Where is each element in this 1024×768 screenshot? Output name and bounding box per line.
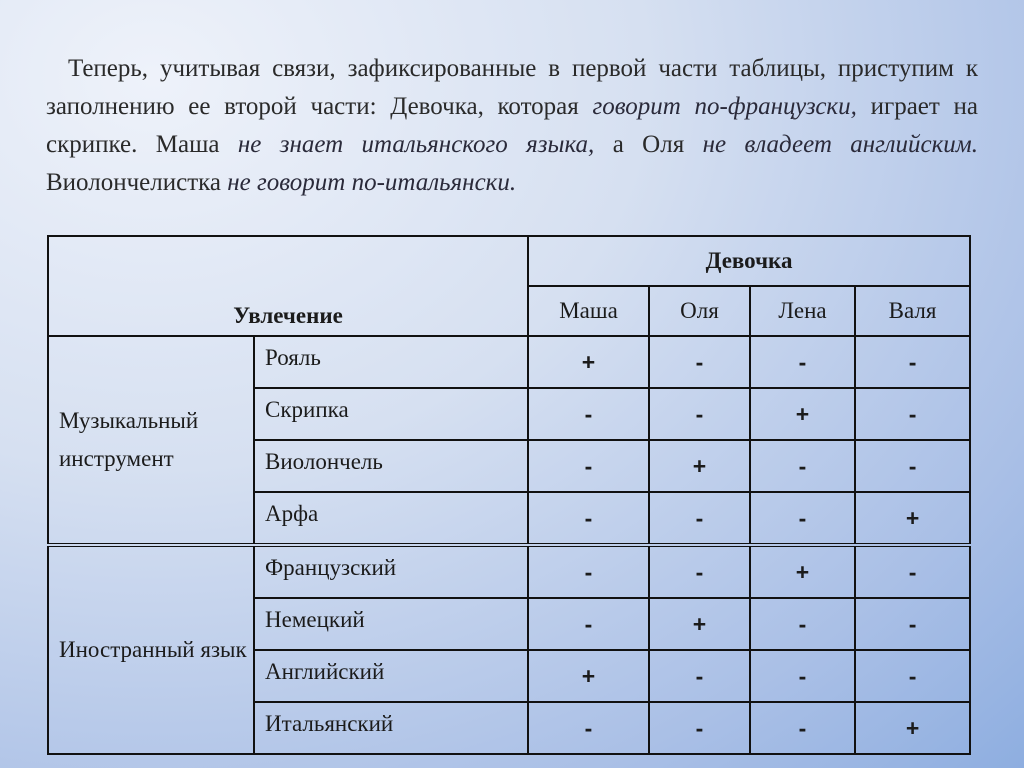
mark-cell: + — [649, 440, 750, 492]
mark-cell: - — [528, 440, 649, 492]
mark-cell: + — [528, 650, 649, 702]
mark-cell: + — [855, 702, 970, 754]
mark-cell: + — [855, 492, 970, 545]
intro-part-italic: не говорит по-итальянски. — [227, 169, 517, 196]
mark-cell: - — [750, 336, 855, 388]
item-label: Рояль — [254, 336, 528, 388]
item-label: Английский — [254, 650, 528, 702]
intro-part: Теперь, учитывая связи, зафиксированные в первой части таблицы, приступим к заполнению ее второй части: Девочка, которая — [46, 55, 978, 120]
mark-cell: - — [528, 388, 649, 440]
mark-cell: - — [750, 702, 855, 754]
mark-cell: - — [528, 702, 649, 754]
category-language: Иностранный язык — [48, 545, 254, 754]
girl-name-lena: Лена — [750, 286, 855, 336]
item-label: Виолончель — [254, 440, 528, 492]
mark-cell: - — [855, 598, 970, 650]
intro-text — [46, 50, 978, 202]
intro-paragraph — [46, 50, 978, 202]
mark-cell: - — [649, 650, 750, 702]
hobby-header: Увлечение — [48, 236, 528, 336]
mark-cell: - — [855, 336, 970, 388]
mark-cell: - — [649, 492, 750, 545]
girl-name-masha: Маша — [528, 286, 649, 336]
mark-cell: + — [750, 388, 855, 440]
mark-cell: - — [528, 545, 649, 598]
mark-cell: - — [750, 440, 855, 492]
girl-name-olya: Оля — [649, 286, 750, 336]
mark-cell: - — [855, 388, 970, 440]
intro-part-italic: не знает итальянского языка, — [237, 131, 595, 158]
intro-part-italic: не владеет английским. — [702, 131, 979, 158]
mark-cell: + — [750, 545, 855, 598]
item-label: Французский — [254, 545, 528, 598]
mark-cell: - — [649, 702, 750, 754]
intro-part: Виолончелистка — [46, 169, 228, 196]
table-row — [48, 336, 970, 388]
intro-part-italic: говорит по-французски, — [592, 93, 857, 120]
mark-cell: - — [855, 545, 970, 598]
mark-cell: - — [528, 598, 649, 650]
mark-cell: - — [750, 492, 855, 545]
girl-name-valya: Валя — [855, 286, 970, 336]
mark-cell: - — [649, 336, 750, 388]
girl-header: Девочка — [528, 236, 970, 286]
item-label: Итальянский — [254, 702, 528, 754]
mark-cell: - — [855, 440, 970, 492]
item-label: Немецкий — [254, 598, 528, 650]
intro-part: а Оля — [594, 131, 703, 158]
mark-cell: + — [528, 336, 649, 388]
item-label: Арфа — [254, 492, 528, 545]
mark-cell: - — [750, 598, 855, 650]
mark-cell: - — [750, 650, 855, 702]
item-label: Скрипка — [254, 388, 528, 440]
intro-part: играет на скрипке. Маша — [46, 93, 978, 158]
mark-cell: - — [528, 492, 649, 545]
table-row — [48, 545, 970, 598]
header-row-top — [48, 236, 970, 286]
category-music: Музыкальный инструмент — [48, 336, 254, 545]
mark-cell: - — [649, 388, 750, 440]
mark-cell: - — [649, 545, 750, 598]
logic-table — [47, 235, 971, 755]
mark-cell: + — [649, 598, 750, 650]
mark-cell: - — [855, 650, 970, 702]
